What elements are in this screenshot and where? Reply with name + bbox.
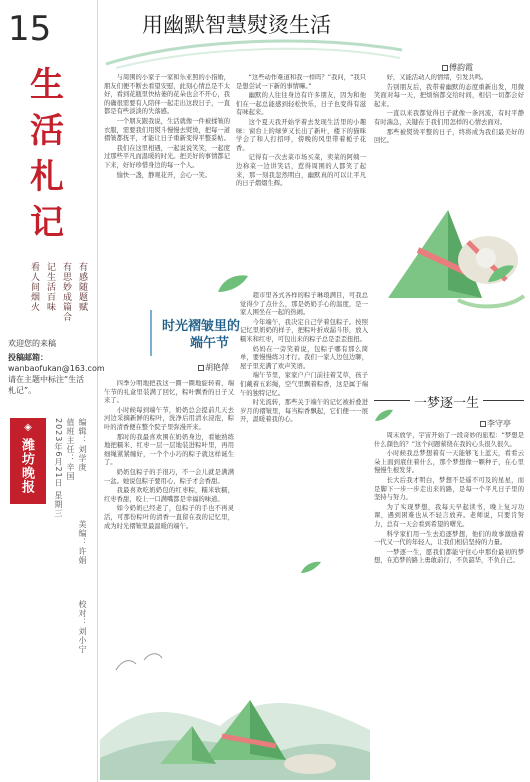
- article-column: 好，又能活动人的情绪，引发共鸣。 告别朋友后，我带着幽默的态度重新出发，用微笑面对每一天，把烦恼都交给时间，相信一切都会好起来。 一直以来我都觉得日子就像一条河流，有时平静有时湍急，关键在于我们用怎样的心情去面对。 那些被熨烫平整的日子，终将成为我们最美好的回忆。: [374, 74, 524, 145]
- slogan-line: 有思妙成篇合: [61, 262, 71, 322]
- submission-label: 投稿邮箱：: [8, 353, 48, 362]
- byline-marker-icon: [198, 365, 204, 371]
- welcome-text: 欢迎您的来稿: [8, 339, 56, 348]
- zongzi-illustration: [378, 180, 528, 330]
- brand-logo-icon: ◈: [24, 422, 32, 433]
- slogan-line: 记生活百味: [45, 262, 55, 312]
- duty-editor: 值班主任：辛国: [66, 418, 75, 481]
- proofreader: 校对：刘小宁: [78, 600, 87, 654]
- submission-info: [8, 352, 105, 396]
- art-editor: 美编：许娟: [78, 520, 87, 565]
- byline-dragon-boat: 胡艳萍: [198, 362, 229, 373]
- section-char: 生: [30, 65, 64, 105]
- section-slogan: [10, 262, 92, 326]
- byline-dream: 李守亭: [480, 418, 511, 429]
- article-column: 四季分明地把我这一圈一圈地旋转着，端午节的礼盒里装满了回忆，粽叶飘香的日子又来了。 小时候每到端午节，奶奶总会提前几天去河边采摘新鲜的粽叶，洗净后用清水浸泡，粽叶的清香便在整个院子里弥漫开来。 那时的我最喜欢围在奶奶身边，看她熟练地把糯米、红枣一层一层地装进粽叶里，再用细绳紧紧缠好，一个个小巧的粽子就这样诞生了。 奶奶包粽子的手很巧，不一会儿就是满满一盆。她说包粽子要用心，粽子才会香甜。 我最喜欢吃奶奶包的红枣粽，糯米软糯，红枣香甜，咬上一口满嘴都是幸福的味道。 如今奶奶已经老了，包粽子的手也不再灵活，可那份粽叶的清香一直留在我的记忆里，成为时光褶皱里最温暖的端午。: [104, 380, 234, 530]
- leaf-icon: [216, 272, 250, 294]
- article-headline-humor: 用幽默智慧熨烫生活: [142, 13, 331, 37]
- leaf-icon: [486, 262, 516, 284]
- section-char: 活: [30, 111, 64, 151]
- article-headline-dream: 一梦逐一生: [410, 392, 483, 411]
- article-column: 超市里各式各样的粽子琳琅满目，可我总觉得少了点什么，那是奶奶手心的温度，是一家人围坐在一起的热闹。 今年端午，我决定自己学着包粽子。按照记忆里奶奶的样子，把粽叶折成漏斗形，放入糯米和红枣，可包出来的粽子总是歪歪扭扭。 妈妈在一旁笑着说，包粽子哪有那么简单，要慢慢练习才行。我们一家人边包边聊，屋子里充满了欢声笑语。 端午节里，家家户户门前挂着艾草，孩子们戴着五彩绳，空气里飘着粽香，这是属于端午的独特记忆。 时光流转，那些关于端午的记忆被折叠进岁月的褶皱里，每当粽香飘起，它们便一一展开，温暖着我的心。: [240, 292, 368, 424]
- article-column: 与周围的小家子一家和乐亚照的小指婚，朋友们便不断去看望安慰，此刻心情总是不太好，看到花瓶里快枯萎的花朵也会不开心，我的确很需要有人陪伴一起走出这段日子，一直都是有些淡淡的失落感。 一个朋友跟我说，生活就像一件被揉皱的衣服，需要我们用熨斗慢慢去熨烫，把每一道褶皱都抚平，才能让日子重新变得平整妥帖。 我们在这里相遇，一起说说笑笑，一起度过那些平凡而温暖的时光。把美好的事情都记下来，好好珍惜身边的每一个人。 愉快一盏，静观花开，会心一笑。: [104, 74, 230, 179]
- byline-humor: 傅韵霞: [442, 62, 473, 73]
- article-headline-dragon-boat: 时光褶皱里的 端午节: [162, 319, 241, 351]
- sidebar: [0, 0, 105, 782]
- byline-marker-icon: [480, 421, 486, 427]
- section-name: [22, 62, 72, 246]
- article-column: “这些动作难道和我一样吗？”我问，“我只是想尝试一下新的事情嘛。” 幽默的人往往身边有许多朋友，因为和他们在一起总能感到轻松快乐，日子也变得有滋有味起来。 这个夏天我开始学着去发现生活里的小趣味：窗台上的绿萝又长出了新叶，楼下的猫咪学会了和人打招呼，傍晚的风里带着栀子花香。 记得有一次去菜市场买菜，卖菜的阿姨一边称菜一边讲笑话，惹得周围的人都笑了起来，那一刻我忽然明白，幽默真的可以让平凡的日子熠熠生辉。: [236, 74, 366, 188]
- landscape-illustration: [100, 630, 370, 780]
- section-char: 记: [30, 203, 64, 243]
- editor: 编辑：刘学庚: [78, 418, 87, 472]
- slogan-line: 看人间烟火: [29, 262, 39, 312]
- page-number: 15: [8, 9, 52, 49]
- byline-marker-icon: [442, 65, 448, 71]
- section-char: 札: [30, 157, 64, 197]
- slogan-line: 有感随题赋: [77, 262, 87, 312]
- brand-name: 潍坊晚报: [19, 438, 34, 494]
- submission-email[interactable]: wanbaofukan@163.com: [8, 364, 105, 373]
- article-column: 周末放学，宇宙开始了一段奇妙的旅程：“梦想是什么颜色的？”这个问题萦绕在我的心头很久很久。 小时候我总梦想着有一天能够飞上蓝天，看看云朵上面到底住着什么，那个梦想像一颗种子，在心里慢慢生根发芽。 长大后我才明白，梦想不是遥不可及的星星，而是脚下一步一步走出来的路，是每一个平凡日子里的坚持与努力。 为了实现梦想，我每天早起读书，晚上复习功课，遇到困难也从不轻言放弃。老师说，只要肯努力，总有一天会看到希望的曙光。 科学家们用一生去追逐梦想，他们的故事激励着一代又一代的年轻人，让我们相信坚持的力量。 一梦逐一生，愿我们都能守住心中那份最初的梦想，在追梦的路上勇敢前行，不负韶华，不负自己。: [374, 432, 524, 565]
- newspaper-brand: [10, 418, 46, 504]
- submission-note: 请在主题中标注“生活札记”。: [8, 375, 85, 395]
- issue-date: 2023年6月21日 星期三: [54, 418, 63, 519]
- leaf-icon: [374, 408, 394, 422]
